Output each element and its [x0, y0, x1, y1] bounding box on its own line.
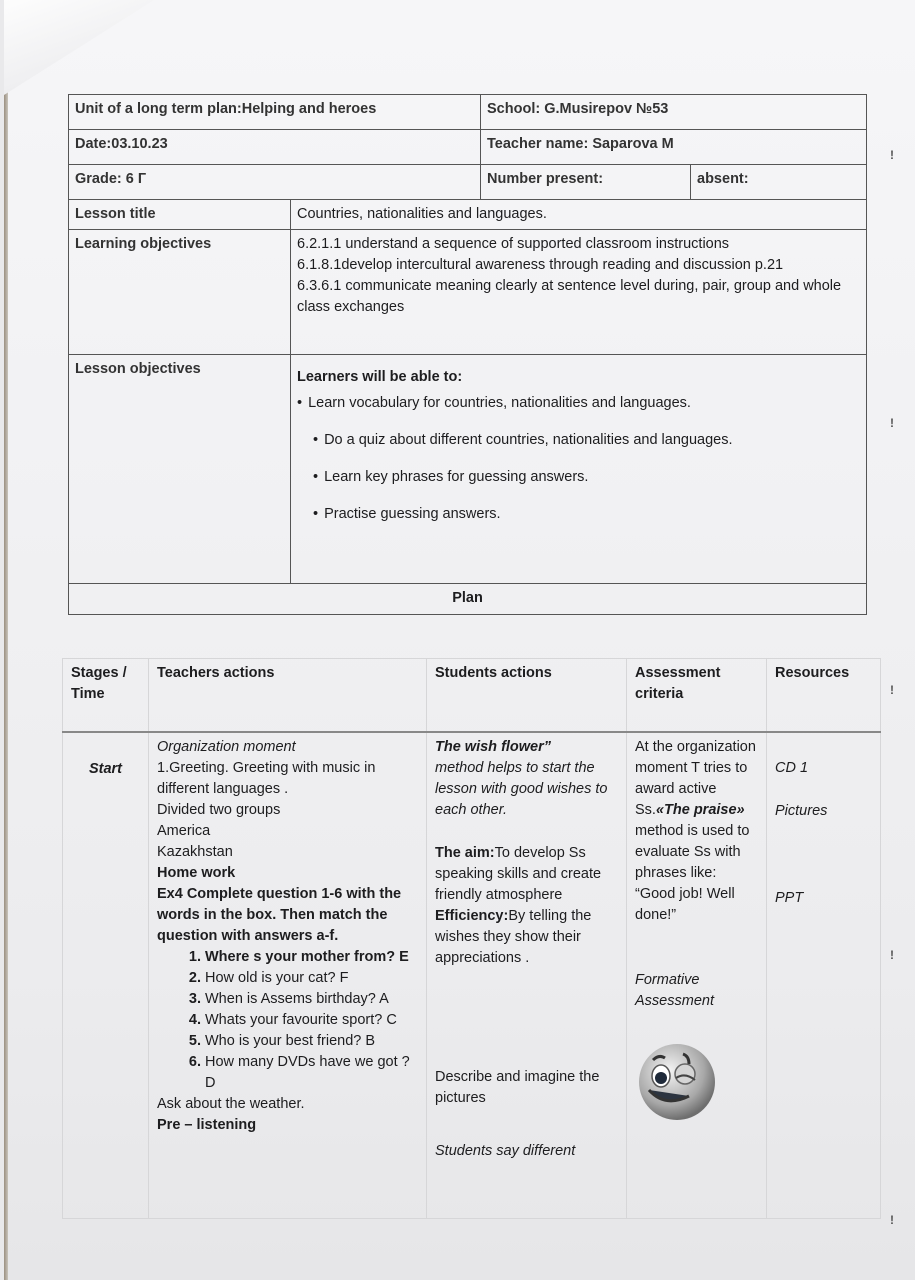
grade-cell: Grade: 6 Г — [69, 165, 481, 200]
lesson-objective: • Learn vocabulary for countries, nationalities and languages. — [297, 393, 860, 414]
margin-mark: ! — [890, 416, 894, 430]
group-kazakhstan: Kazakhstan — [157, 844, 233, 860]
learning-objective: 6.1.8.1develop intercultural awareness through reading and discussion p.21 — [297, 257, 784, 273]
efficiency-label: Efficiency: — [435, 908, 509, 924]
learning-objective: 6.2.1.1 understand a sequence of supported classroom instructions — [297, 236, 730, 252]
assessment-text: At the organization moment T tries to award active Ss. — [635, 739, 756, 818]
lesson-objective: • Do a quiz about different countries, nationalities and languages. — [313, 430, 860, 451]
lesson-title-label: Lesson title — [69, 200, 291, 230]
students-say-different: Students say different — [435, 1143, 576, 1159]
lesson-plan-table — [62, 658, 881, 1219]
question-item: 6. How many DVDs have we got ? D — [205, 1052, 418, 1094]
margin-mark: ! — [890, 948, 894, 962]
homework-task: Ex4 Complete question 1-6 with the words in the box. Then match the question with answers a-f. — [157, 886, 402, 944]
teachers-actions-cell — [149, 732, 427, 1219]
absent-cell: absent: — [691, 165, 867, 200]
praise-method: «The praise» — [655, 802, 745, 818]
aim-text: To develop Ss speaking skills and create friendly atmosphere — [435, 845, 602, 903]
number-present-cell: Number present: — [481, 165, 691, 200]
question-item: 3. When is Assems birthday? A — [205, 989, 418, 1010]
resource-item: CD 1 — [775, 760, 809, 776]
lesson-objectives-cell — [291, 355, 867, 584]
assessment-text-after: method is used to evaluate Ss with phrases like: — [635, 823, 750, 881]
lesson-title-value: Countries, nationalities and languages. — [291, 200, 867, 230]
margin-mark: ! — [890, 1213, 894, 1227]
learning-objectives-list — [291, 230, 867, 355]
org-moment: Organization moment — [157, 739, 296, 755]
aim-label: The aim: — [435, 845, 495, 861]
lesson-info-table — [68, 94, 867, 615]
lesson-objective: • Learn key phrases for guessing answers. — [313, 467, 860, 488]
unit-cell: Unit of a long term plan:Helping and heroes — [69, 95, 481, 130]
formative-assessment: Formative Assessment — [635, 972, 714, 1009]
header-stages: Stages / Time — [63, 659, 149, 733]
lesson-objectives-label: Lesson objectives — [69, 355, 291, 584]
header-resources: Resources — [767, 659, 881, 733]
describe-pictures: Describe and imagine the pictures — [435, 1069, 600, 1106]
wish-flower-desc: method helps to start the lesson with good wishes to each other. — [435, 760, 608, 818]
question-item: 5. Who is your best friend? B — [205, 1031, 418, 1052]
plan-table-header — [63, 659, 881, 733]
resource-item: PPT — [775, 890, 804, 906]
margin-mark: ! — [890, 683, 894, 697]
date-cell: Date:03.10.23 — [69, 130, 481, 165]
header-assessment: Assessment criteria — [627, 659, 767, 733]
efficiency-text: By telling the wishes they show their appreciations . — [435, 908, 592, 966]
question-item: 4. Whats your favourite sport? C — [205, 1010, 418, 1031]
assessment-cell — [627, 732, 767, 1219]
learning-objective: 6.3.6.1 communicate meaning clearly at sentence level during, pair, group and whole class exchanges — [297, 278, 842, 315]
page-edge-shadow — [4, 90, 8, 1280]
group-america: America — [157, 823, 211, 839]
lesson-objective: • Practise guessing answers. — [313, 504, 860, 525]
homework-title: Home work — [157, 865, 236, 881]
weather: Ask about the weather. — [157, 1096, 305, 1112]
groups: Divided two groups — [157, 802, 281, 818]
lesson-objectives-intro: Learners will be able to: — [297, 369, 463, 385]
folded-corner — [4, 0, 154, 95]
document-page — [4, 0, 915, 1280]
greeting: 1.Greeting. Greeting with music in different languages . — [157, 760, 376, 797]
stage-cell — [63, 732, 149, 1219]
lesson-objectives-list — [297, 393, 860, 525]
header-students-actions: Students actions — [427, 659, 627, 733]
teacher-name-cell: Teacher name: Saparova M — [481, 130, 867, 165]
resources-cell — [767, 732, 881, 1219]
plan-heading: Plan — [69, 584, 867, 615]
margin-mark: ! — [890, 148, 894, 162]
header-teachers-actions: Teachers actions — [149, 659, 427, 733]
plan-row-start — [63, 732, 881, 1219]
wish-flower-title: The wish flower” — [435, 739, 552, 755]
pre-listening: Pre – listening — [157, 1117, 257, 1133]
stage-label: Start — [88, 761, 123, 777]
school-cell: School: G.Musirepov №53 — [481, 95, 867, 130]
question-item: 2. How old is your cat? F — [205, 968, 418, 989]
learning-objectives-label: Learning objectives — [69, 230, 291, 355]
winking-face-icon — [635, 1038, 719, 1122]
question-item: 1. Where s your mother from? E — [205, 947, 418, 968]
praise-quote: “Good job! Well done!” — [635, 886, 735, 923]
students-actions-cell — [427, 732, 627, 1219]
resource-item: Pictures — [775, 803, 828, 819]
question-list — [157, 947, 418, 1094]
